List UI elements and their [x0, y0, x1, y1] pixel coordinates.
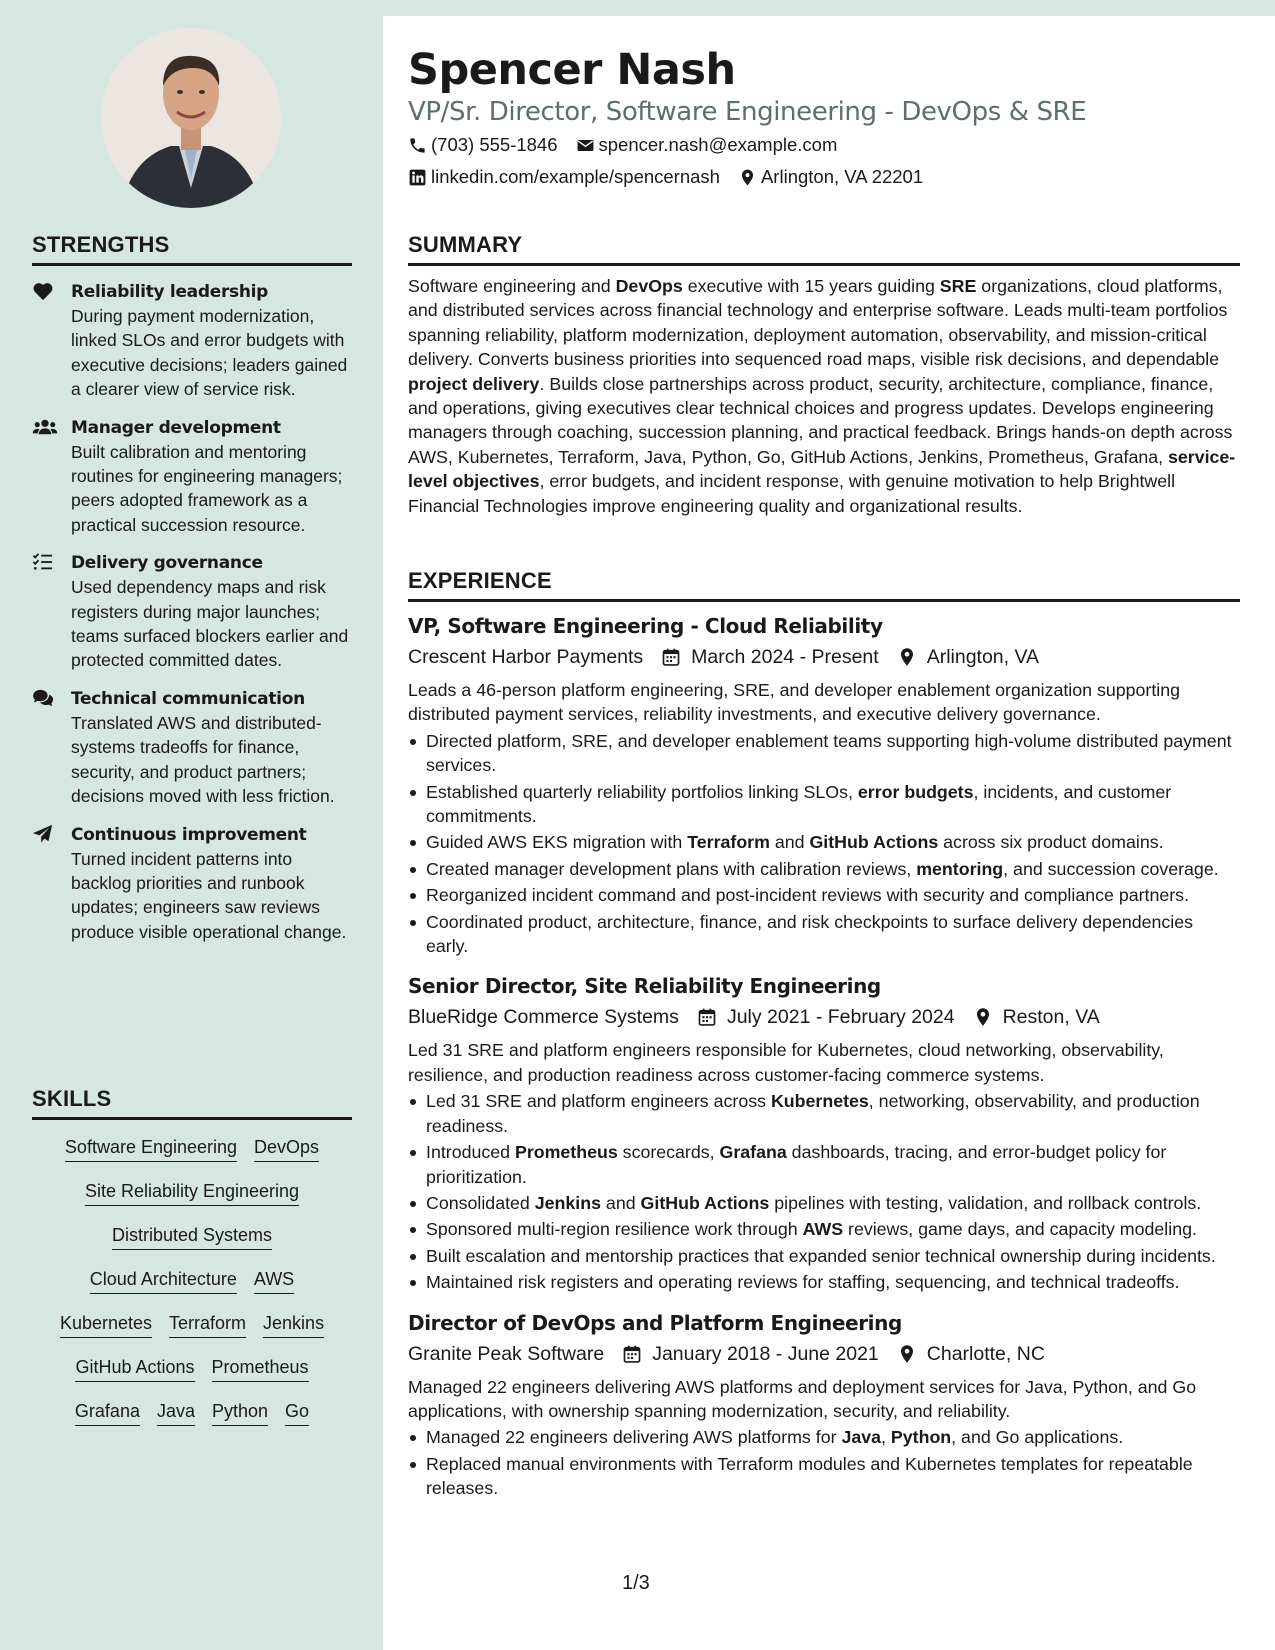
- job-bullet: Led 31 SRE and platform engineers across Kubernetes, networking, observability, and production readiness.: [408, 1089, 1240, 1138]
- list-check-icon: [32, 552, 56, 572]
- strength-title: Manager development: [71, 417, 281, 438]
- linkedin-icon: [408, 168, 427, 187]
- emphasis: mentoring: [916, 858, 1004, 879]
- header-strip: [383, 0, 1275, 16]
- emphasis: Python: [890, 1427, 952, 1448]
- job-dates: January 2018 - June 2021: [652, 1342, 879, 1365]
- job-bullet: Coordinated product, architecture, finance, and risk checkpoints to surface delivery dependencies early.: [408, 910, 1240, 959]
- job-bullets: [408, 1425, 1240, 1500]
- skill-tag: Jenkins: [263, 1312, 324, 1338]
- skill-tag: GitHub Actions: [75, 1356, 194, 1382]
- map-pin-icon: [897, 647, 917, 667]
- emphasis: Terraform: [687, 832, 770, 853]
- skill-tag: Software Engineering: [65, 1136, 237, 1162]
- skill-tag: Go: [285, 1400, 309, 1426]
- job-location: Reston, VA: [1002, 1006, 1100, 1029]
- job-title: Director of DevOps and Platform Engineering: [408, 1310, 902, 1335]
- emphasis: AWS: [802, 1219, 844, 1240]
- job-bullet: Created manager development plans with calibration reviews, mentoring, and succession coverage.: [408, 857, 1240, 881]
- job-location: Charlotte, NC: [926, 1342, 1045, 1365]
- job-meta: [408, 1339, 1240, 1369]
- summary-section: [408, 232, 1240, 518]
- emphasis: Grafana: [719, 1142, 787, 1163]
- job-description: Led 31 SRE and platform engineers responsible for Kubernetes, cloud networking, observability, resilience, and production readiness across customer-facing commerce systems.: [408, 1040, 1164, 1085]
- skill-row: [32, 1400, 352, 1426]
- job-bullets: [408, 729, 1240, 959]
- experience-section: [408, 568, 1240, 1503]
- linkedin-text: linkedin.com/example/spencernash: [431, 166, 720, 187]
- job-location: Arlington, VA: [926, 646, 1040, 668]
- experience-title: EXPERIENCE: [408, 568, 1240, 602]
- job-entry: [408, 612, 1240, 958]
- strength-item: [32, 280, 352, 402]
- strength-title: Technical communication: [71, 688, 305, 709]
- strengths-list: [32, 280, 352, 944]
- emphasis: SRE: [939, 276, 977, 296]
- job-bullet: Consolidated Jenkins and GitHub Actions pipelines with testing, validation, and rollback controls.: [408, 1191, 1240, 1215]
- job-bullet: Introduced Prometheus scorecards, Grafana dashboards, tracing, and error-budget policy for prioritization.: [408, 1140, 1240, 1189]
- candidate-name: Spencer Nash: [408, 45, 736, 95]
- skills-list: [32, 1136, 352, 1426]
- calendar-icon: [622, 1344, 642, 1364]
- phone-text: (703) 555-1846: [431, 134, 558, 155]
- emphasis: Prometheus: [514, 1142, 618, 1163]
- job-company: Granite Peak Software: [408, 1342, 605, 1365]
- strength-desc: Used dependency maps and risk registers during major launches; teams surfaced blockers earlier and protected committed dates.: [71, 577, 349, 671]
- strength-item: [32, 551, 352, 673]
- job-title: VP, Software Engineering - Cloud Reliability: [408, 614, 883, 638]
- job-dates: July 2021 - February 2024: [726, 1006, 955, 1029]
- skill-row: [32, 1224, 352, 1250]
- job-bullet: Guided AWS EKS migration with Terraform and GitHub Actions across six product domains.: [408, 830, 1240, 854]
- emphasis: DevOps: [615, 276, 683, 296]
- email-item[interactable]: [576, 133, 838, 157]
- job-company: Crescent Harbor Payments: [408, 646, 644, 668]
- skill-row: [32, 1268, 352, 1294]
- job-company: BlueRidge Commerce Systems: [408, 1006, 679, 1029]
- emphasis: service-level objectives: [408, 446, 1236, 492]
- profile-photo: [101, 28, 281, 208]
- job-bullet: Directed platform, SRE, and developer enablement teams supporting high-volume distributed payment services.: [408, 729, 1240, 778]
- job-bullets: [408, 1089, 1240, 1294]
- skill-tag: DevOps: [254, 1136, 319, 1162]
- jobs-list: [408, 612, 1240, 1501]
- strength-desc: During payment modernization, linked SLOs and error budgets with executive decisions; leaders gained a clearer view of service risk.: [71, 306, 348, 400]
- strength-desc: Built calibration and mentoring routines for engineering managers; peers adopted framework as a practical succession resource.: [71, 441, 343, 535]
- strength-title: Continuous improvement: [71, 824, 307, 845]
- comments-icon: [32, 688, 56, 708]
- emphasis: Kubernetes: [770, 1091, 869, 1112]
- job-meta: [408, 642, 1240, 672]
- calendar-icon: [697, 1007, 717, 1027]
- strength-item: [32, 416, 352, 538]
- job-entry: [408, 1309, 1240, 1501]
- linkedin-item[interactable]: [408, 165, 720, 189]
- skill-tag: Grafana: [75, 1400, 140, 1426]
- skill-tag: Distributed Systems: [112, 1224, 272, 1250]
- envelope-icon: [576, 136, 595, 155]
- job-bullet: Replaced manual environments with Terraform modules and Kubernetes templates for repeatable releases.: [408, 1452, 1240, 1501]
- strength-item: [32, 823, 352, 945]
- map-pin-icon: [738, 168, 757, 187]
- location-item: [738, 165, 923, 189]
- map-pin-icon: [897, 1344, 917, 1364]
- job-title: Senior Director, Site Reliability Engineering: [408, 974, 881, 999]
- heart-icon: [32, 281, 56, 301]
- skill-tag: Java: [157, 1400, 195, 1426]
- location-text: Arlington, VA 22201: [760, 166, 924, 187]
- strength-desc: Translated AWS and distributed-systems tradeoffs for finance, security, and product partners; decisions moved with less friction.: [71, 712, 335, 807]
- job-bullet: Sponsored multi-region resilience work through AWS reviews, game days, and capacity modeling.: [408, 1217, 1240, 1241]
- email-text: spencer.nash@example.com: [598, 134, 838, 155]
- emphasis: GitHub Actions: [809, 832, 939, 853]
- strength-title: Reliability leadership: [71, 282, 269, 302]
- skill-row: [32, 1136, 352, 1162]
- phone-item[interactable]: [408, 133, 558, 157]
- skill-tag: Kubernetes: [60, 1312, 152, 1338]
- strength-item: [32, 687, 352, 809]
- job-dates: March 2024 - Present: [691, 646, 879, 668]
- calendar-icon: [661, 647, 681, 667]
- phone-icon: [408, 136, 427, 155]
- job-description: Managed 22 engineers delivering AWS platforms and deployment services for Java, Python, and Go applications, with ownership spanning modernization, security, and reliability.: [408, 1376, 1197, 1421]
- skill-tag: Python: [212, 1400, 268, 1426]
- skill-tag: Prometheus: [212, 1356, 309, 1382]
- job-bullet: Maintained risk registers and operating reviews for staffing, sequencing, and technical tradeoffs.: [408, 1270, 1240, 1294]
- emphasis: Java: [841, 1427, 882, 1448]
- emphasis: GitHub Actions: [640, 1192, 770, 1213]
- job-bullet: Reorganized incident command and post-incident reviews with security and compliance partners.: [408, 883, 1240, 907]
- strengths-section: [32, 232, 352, 944]
- skills-title: SKILLS: [32, 1086, 352, 1120]
- paper-plane-icon: [32, 824, 56, 844]
- skill-tag: Cloud Architecture: [90, 1268, 237, 1294]
- emphasis: project delivery: [408, 373, 540, 394]
- summary-title: SUMMARY: [408, 232, 1240, 266]
- job-description: Leads a 46-person platform engineering, SRE, and developer enablement organization supporting distributed payment services, reliability investments, and executive delivery governance.: [408, 680, 1181, 725]
- candidate-role: VP/Sr. Director, Software Engineering - DevOps & SRE: [408, 97, 1087, 127]
- summary-text: Software engineering and DevOps executive with 15 years guiding SRE organizations, cloud platforms, and distributed services across financial technology and enterprise software. Leads multi-team portfolios spanning reliability, platform modernization, deployment automation, observability, and mission-critical delivery. Converts business priorities into sequenced road maps, visible risk decisions, and dependable project delivery. Builds close partnerships across product, security, architecture, compliance, finance, and operations, giving executives clear technical choices and progress updates. Develops engineering managers through coaching, succession planning, and practical feedback. Brings hands-on depth across AWS, Kubernetes, Terraform, Java, Python, Go, GitHub Actions, Jenkins, Prometheus, Grafana, service-level objectives, error budgets, and incident response, with genuine motivation to help Brightwell Financial Technologies improve engineering quality and organizational results.: [408, 276, 1236, 516]
- strength-title: Delivery governance: [71, 553, 263, 574]
- job-meta: [408, 1002, 1240, 1032]
- job-bullet: Established quarterly reliability portfolios linking SLOs, error budgets, incidents, and customer commitments.: [408, 780, 1240, 829]
- users-icon: [32, 417, 56, 437]
- strength-desc: Turned incident patterns into backlog priorities and runbook updates; engineers saw reviews produce visible operational change.: [71, 848, 347, 942]
- skill-tag: Site Reliability Engineering: [85, 1180, 299, 1206]
- skill-tag: Terraform: [169, 1312, 246, 1338]
- job-bullet: Built escalation and mentorship practices that expanded senior technical ownership during incidents.: [408, 1244, 1240, 1268]
- skill-row: [32, 1180, 352, 1206]
- emphasis: error budgets: [857, 781, 974, 802]
- skill-row: [32, 1312, 352, 1338]
- contact-row-2: [408, 165, 923, 189]
- job-bullet: Managed 22 engineers delivering AWS platforms for Java, Python, and Go applications.: [408, 1425, 1240, 1449]
- job-entry: [408, 972, 1240, 1294]
- skill-row: [32, 1356, 352, 1382]
- skills-section: [32, 1086, 352, 1444]
- page-number: 1/3: [622, 1572, 650, 1594]
- skill-tag: AWS: [254, 1268, 294, 1294]
- contact-row-1: [408, 133, 837, 157]
- strengths-title: STRENGTHS: [32, 232, 352, 266]
- emphasis: Jenkins: [534, 1192, 601, 1213]
- map-pin-icon: [973, 1007, 993, 1027]
